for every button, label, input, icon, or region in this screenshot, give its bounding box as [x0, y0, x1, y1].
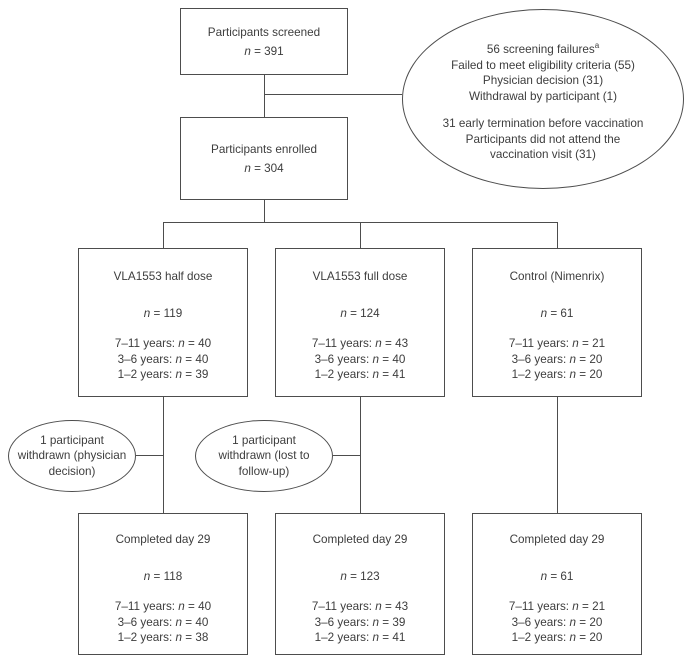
age-line: 7–11 years: n = 40	[114, 600, 212, 613]
age-line: 7–11 years: n = 40	[114, 337, 212, 350]
box-completed-half-dose	[78, 513, 248, 655]
box-title: Completed day 29	[312, 533, 408, 546]
age-line: 3–6 years: n = 39	[314, 615, 406, 629]
age-line: 7–11 years: n = 43	[311, 337, 409, 350]
box-n-value: n = 304	[244, 161, 284, 175]
age-group-counts	[79, 599, 247, 646]
age-line: 7–11 years: n = 21	[508, 337, 606, 350]
box-title: Participants enrolled	[211, 142, 317, 156]
connector-split-left	[163, 222, 164, 248]
age-line: 1–2 years: n = 41	[314, 368, 406, 381]
box-title: VLA1553 full dose	[312, 270, 408, 283]
connector-withdrawn-middle	[333, 455, 360, 456]
age-line: 3–6 years: n = 40	[117, 615, 209, 629]
box-title: Completed day 29	[509, 533, 605, 546]
age-line: 3–6 years: n = 20	[511, 352, 603, 366]
age-group-counts	[79, 336, 247, 383]
box-arm-control	[472, 248, 642, 397]
box-participants-enrolled	[180, 117, 348, 200]
box-n-value: n = 123	[340, 569, 380, 583]
box-completed-control	[472, 513, 642, 655]
ellipse-line: withdrawn (physician	[17, 449, 127, 463]
box-n-value: n = 124	[340, 306, 380, 320]
box-n-value: n = 391	[244, 44, 284, 58]
ellipse-withdrawn-physician	[8, 420, 136, 492]
ellipse-line: 56 screening failures$^a$	[486, 41, 600, 56]
box-n-value: n = 61	[540, 569, 574, 583]
age-line: 1–2 years: n = 39	[117, 368, 209, 381]
age-line: 1–2 years: n = 38	[117, 631, 209, 644]
connector-split-right	[557, 222, 558, 248]
age-line: 1–2 years: n = 20	[511, 631, 603, 644]
connector-arm-right-to-completed	[557, 397, 558, 513]
age-line: 7–11 years: n = 43	[311, 600, 409, 613]
ellipse-line: 1 participant	[232, 433, 296, 447]
age-line: 3–6 years: n = 40	[117, 352, 209, 366]
box-completed-full-dose	[275, 513, 445, 655]
connector-withdrawn-left	[136, 455, 163, 456]
box-title: VLA1553 half dose	[113, 270, 213, 283]
ellipse-line: 31 early termination before vaccination	[442, 117, 644, 130]
age-line: 3–6 years: n = 40	[314, 352, 406, 366]
connector-screened-to-enrolled	[264, 75, 265, 118]
age-group-counts	[276, 599, 444, 646]
box-title: Completed day 29	[115, 533, 211, 546]
ellipse-line: follow-up)	[238, 464, 290, 478]
box-title: Control (Nimenrix)	[509, 270, 605, 283]
box-n-value: n = 118	[143, 569, 183, 583]
ellipse-withdrawn-lost-followup	[195, 420, 333, 492]
box-n-value: n = 119	[143, 306, 183, 320]
connector-split-middle	[360, 222, 361, 248]
age-group-counts	[473, 599, 641, 646]
age-group-counts	[473, 336, 641, 383]
box-arm-half-dose	[78, 248, 248, 397]
connector-enrolled-down	[264, 200, 265, 223]
ellipse-screening-failures	[402, 9, 684, 189]
ellipse-line: 1 participant	[40, 433, 104, 447]
ellipse-line: withdrawn (lost to	[218, 449, 310, 463]
ellipse-line: Withdrawal by participant (1)	[468, 89, 618, 103]
ellipse-line: Failed to meet eligibility criteria (55)	[451, 58, 635, 72]
box-participants-screened	[180, 8, 348, 75]
age-group-counts	[276, 336, 444, 383]
box-n-value: n = 61	[540, 306, 574, 320]
age-line: 3–6 years: n = 20	[511, 615, 603, 629]
box-title: Participants screened	[207, 25, 321, 39]
age-line: 7–11 years: n = 21	[508, 600, 606, 613]
box-arm-full-dose	[275, 248, 445, 397]
ellipse-line: Physician decision (31)	[482, 74, 604, 87]
age-line: 1–2 years: n = 20	[511, 368, 603, 381]
connector-to-screenfail-ellipse	[264, 94, 402, 95]
ellipse-line: decision)	[48, 464, 96, 478]
ellipse-line: Participants did not attend the	[465, 132, 621, 146]
age-line: 1–2 years: n = 41	[314, 631, 406, 644]
ellipse-line: vaccination visit (31)	[490, 148, 596, 161]
